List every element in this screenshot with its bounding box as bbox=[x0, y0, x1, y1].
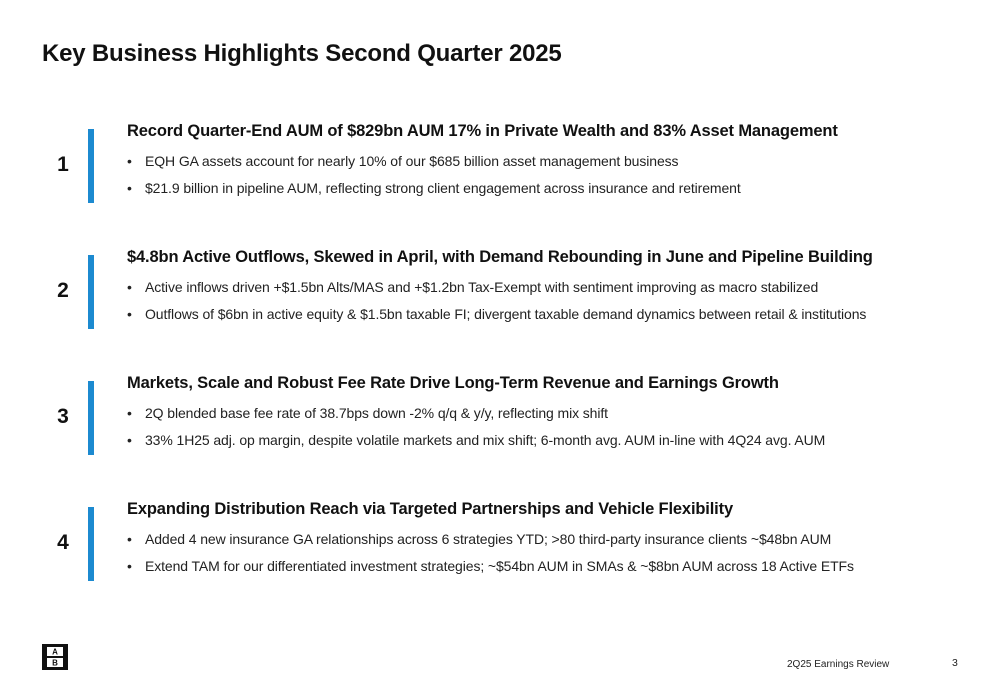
highlight-item-3 bbox=[0, 374, 1000, 481]
highlight-bullet bbox=[127, 153, 678, 169]
page-title: Key Business Highlights Second Quarter 2025 bbox=[42, 40, 562, 67]
footer-label: 2Q25 Earnings Review bbox=[787, 659, 890, 670]
bullet-text: Outflows of $6bn in active equity & $1.5bn taxable FI; divergent taxable demand dynamics between retail & institutions bbox=[145, 306, 867, 322]
highlight-bullet bbox=[127, 306, 866, 322]
highlight-heading: Markets, Scale and Robust Fee Rate Drive Long-Term Revenue and Earnings Growth bbox=[127, 374, 779, 392]
highlight-bullet bbox=[127, 180, 741, 196]
highlight-number: 2 bbox=[57, 279, 69, 302]
highlight-heading: $4.8bn Active Outflows, Skewed in April, with Demand Rebounding in June and Pipeline Building bbox=[127, 248, 873, 266]
bullet-text: Extend TAM for our differentiated investment strategies; ~$54bn AUM in SMAs & ~$8bn AUM across 18 Active ETFs bbox=[145, 558, 854, 574]
highlight-bullet bbox=[127, 279, 818, 295]
highlight-number: 1 bbox=[57, 153, 69, 176]
highlight-bullet bbox=[127, 405, 608, 421]
bullet-dot: • bbox=[127, 531, 132, 547]
bullet-dot: • bbox=[127, 432, 132, 448]
bullet-text: $21.9 billion in pipeline AUM, reflecting strong client engagement across insurance and retirement bbox=[145, 180, 741, 196]
bullet-dot: • bbox=[127, 153, 132, 169]
bullet-dot: • bbox=[127, 279, 132, 295]
bullet-text: EQH GA assets account for nearly 10% of our $685 billion asset management business bbox=[145, 153, 679, 169]
highlight-item-1 bbox=[0, 122, 1000, 229]
highlight-bullet bbox=[127, 558, 854, 574]
highlight-number: 3 bbox=[57, 405, 69, 428]
highlight-item-2 bbox=[0, 248, 1000, 355]
highlight-bullet bbox=[127, 432, 825, 448]
bullet-dot: • bbox=[127, 180, 132, 196]
highlight-heading: Record Quarter-End AUM of $829bn AUM 17% in Private Wealth and 83% Asset Management bbox=[127, 122, 838, 140]
bullet-dot: • bbox=[127, 558, 132, 574]
bullet-text: 2Q blended base fee rate of 38.7bps down -2% q/q & y/y, reflecting mix shift bbox=[145, 405, 608, 421]
accent-bar bbox=[88, 129, 94, 203]
highlight-heading: Expanding Distribution Reach via Targeted Partnerships and Vehicle Flexibility bbox=[127, 500, 733, 518]
logo-letter-b: B bbox=[52, 658, 58, 668]
bullet-text: Added 4 new insurance GA relationships across 6 strategies YTD; >80 third-party insurance clients ~$48bn AUM bbox=[145, 531, 832, 547]
bullet-text: Active inflows driven +$1.5bn Alts/MAS and +$1.2bn Tax-Exempt with sentiment improving as macro stabilized bbox=[145, 279, 819, 295]
bullet-dot: • bbox=[127, 306, 132, 322]
bullet-text: 33% 1H25 adj. op margin, despite volatile markets and mix shift; 6-month avg. AUM in-line with 4Q24 avg. AUM bbox=[145, 432, 826, 448]
highlight-item-4 bbox=[0, 500, 1000, 607]
accent-bar bbox=[88, 507, 94, 581]
highlight-bullet bbox=[127, 531, 831, 547]
ab-logo-icon bbox=[42, 644, 68, 670]
accent-bar bbox=[88, 255, 94, 329]
logo-letter-a: A bbox=[52, 647, 58, 657]
accent-bar bbox=[88, 381, 94, 455]
bullet-dot: • bbox=[127, 405, 132, 421]
highlight-number: 4 bbox=[57, 531, 69, 554]
page-number: 3 bbox=[952, 657, 958, 669]
